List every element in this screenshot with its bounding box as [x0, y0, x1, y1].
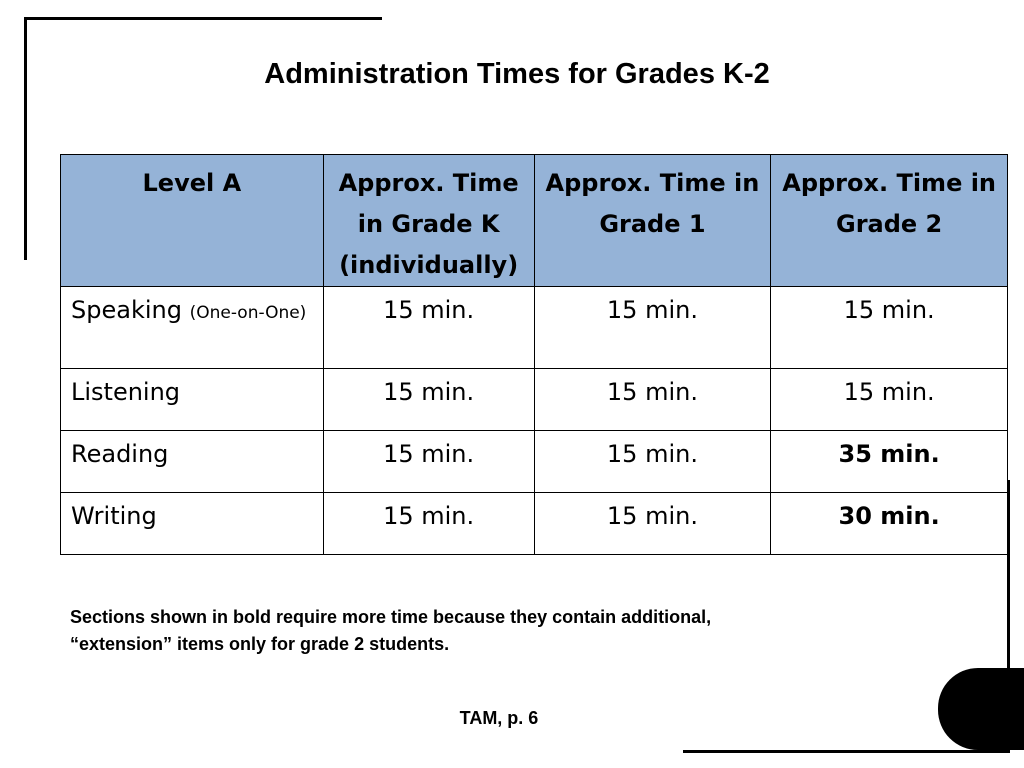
- row-label-note: (One-on-One): [189, 303, 307, 323]
- cell-grade-1: 15 min.: [534, 493, 771, 555]
- cell-grade-k: 15 min.: [323, 287, 534, 369]
- cell-grade-k: 15 min.: [323, 493, 534, 555]
- cell-grade-2: 15 min.: [771, 369, 1008, 431]
- frame-bottom-line: [683, 750, 1010, 753]
- table-row: [61, 493, 1008, 555]
- cell-grade-1: 15 min.: [534, 431, 771, 493]
- footnote: [70, 604, 930, 658]
- cell-grade-k: 15 min.: [323, 369, 534, 431]
- row-label: Listening: [61, 369, 324, 431]
- cell-grade-1: 15 min.: [534, 369, 771, 431]
- row-label: Writing: [61, 493, 324, 555]
- table-row: [61, 431, 1008, 493]
- header-grade-1: Approx. Time in Grade 1: [534, 155, 771, 287]
- row-label-cell: [61, 287, 324, 369]
- header-level: Level A: [61, 155, 324, 287]
- header-grade-2: Approx. Time in Grade 2: [771, 155, 1008, 287]
- cell-grade-2: 35 min.: [771, 431, 1008, 493]
- row-label: Speaking: [71, 296, 182, 324]
- table-row: [61, 287, 1008, 369]
- source-citation: TAM, p. 6: [459, 708, 539, 728]
- header-grade-k: Approx. Time in Grade K (individually): [323, 155, 534, 287]
- frame-left-line: [24, 17, 27, 260]
- frame-top-line: [25, 17, 382, 20]
- row-label: Reading: [61, 431, 324, 493]
- cell-grade-1: 15 min.: [534, 287, 771, 369]
- cell-grade-2: 15 min.: [771, 287, 1008, 369]
- cell-grade-k: 15 min.: [323, 431, 534, 493]
- slide-title: Administration Times for Grades K-2: [264, 58, 770, 90]
- cell-grade-2: 30 min.: [771, 493, 1008, 555]
- footnote-line-1: Sections shown in bold require more time because they contain additional,: [70, 607, 712, 627]
- footnote-line-2: “extension” items only for grade 2 students.: [70, 634, 450, 654]
- table-row: [61, 369, 1008, 431]
- table-header-row: [61, 155, 1008, 287]
- administration-times-table: [60, 154, 1008, 555]
